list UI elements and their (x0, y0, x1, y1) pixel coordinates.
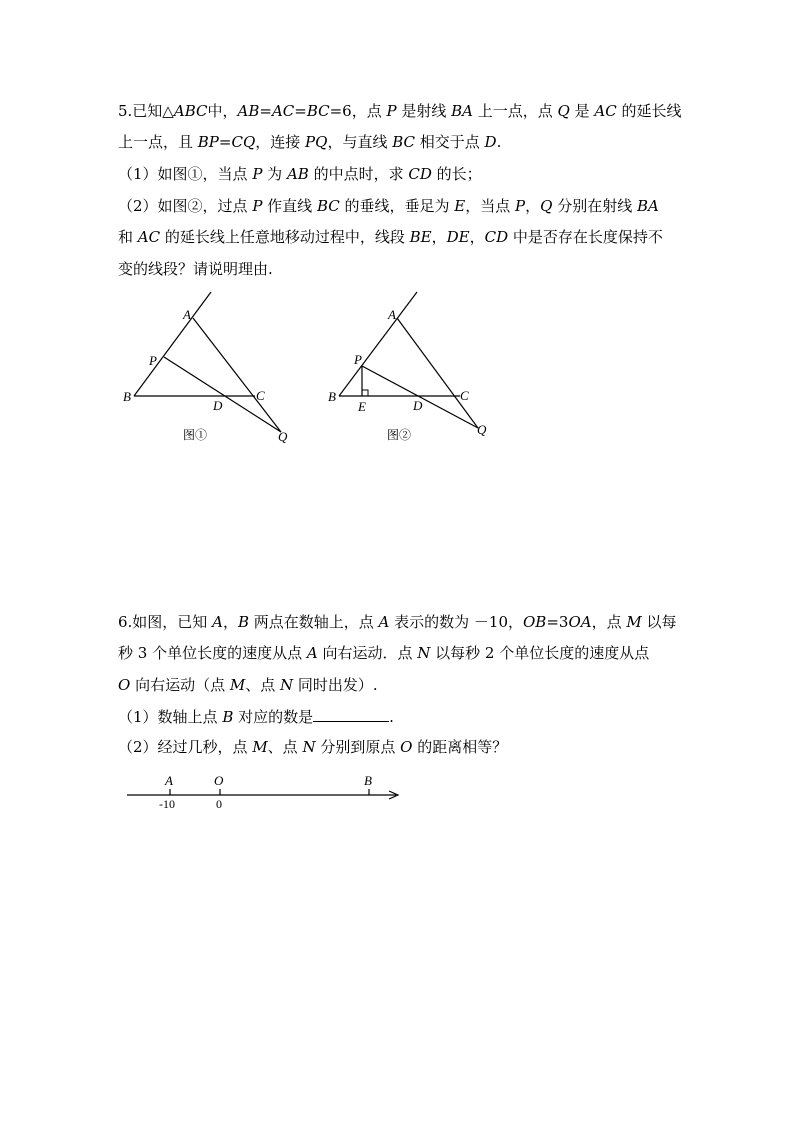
math-var: AC (594, 102, 617, 120)
math-var: AB (237, 102, 260, 120)
fig1-caption: 图① (183, 428, 208, 442)
text: = (218, 133, 232, 151)
math-var: CD (484, 228, 509, 246)
fig1-label-d: D (213, 398, 223, 413)
q6-line-2 (118, 643, 649, 663)
math-var: BE (409, 228, 432, 246)
math-var: O (400, 738, 413, 756)
math-var: P (515, 197, 526, 215)
text: =3 (546, 613, 569, 631)
point-a-label: A (165, 773, 173, 788)
math-var: BP (197, 133, 219, 151)
text: ， (525, 197, 541, 215)
text: ， (222, 613, 238, 631)
text: 表示的数为 －10， (389, 613, 523, 631)
math-var: AB (286, 165, 309, 183)
math-var: BC (316, 197, 340, 215)
text: （1）如图①，当点 (118, 165, 253, 183)
math-var: B (237, 613, 249, 631)
math-var: BA (636, 197, 659, 215)
math-var: CD (408, 165, 432, 183)
text: 作直线 (262, 197, 317, 215)
text: 5.已知△ (118, 102, 174, 120)
text: 以每秒 2 个单位长度的速度从点 (430, 644, 650, 662)
fig1-label-p: P (149, 353, 157, 368)
fig2-label-p: P (354, 352, 362, 367)
fig2-label-c: C (460, 388, 469, 403)
text: 变的线段？请说明理由. (118, 260, 273, 278)
math-var: Q (557, 102, 570, 120)
text: 6.如图，已知 (118, 613, 213, 631)
answer-blank[interactable] (313, 706, 389, 722)
math-var: BC (392, 133, 415, 151)
text: 是射线 (396, 102, 452, 120)
text: （1）数轴上点 (118, 708, 223, 726)
math-var: DE (446, 228, 470, 246)
fig2-line-aq (397, 318, 478, 428)
math-var: CQ (231, 133, 256, 151)
text: 对应的数是 (233, 708, 314, 726)
math-var: ABC (173, 102, 208, 120)
math-var: BC (306, 102, 330, 120)
math-var: A (306, 644, 318, 662)
text: ，当点 (465, 197, 516, 215)
math-var: OB (523, 613, 547, 631)
text: 上一点，点 (473, 102, 558, 120)
text: 的长； (431, 165, 482, 183)
text: 中， (207, 102, 238, 120)
math-var: P (386, 102, 397, 120)
fig2-label-d: D (413, 398, 423, 413)
fig2-label-e: E (358, 399, 366, 414)
text: . (496, 133, 502, 151)
fig1-label-q: Q (278, 429, 288, 444)
fig2-caption: 图② (387, 428, 412, 442)
math-var: BA (451, 102, 473, 120)
text: ， (469, 228, 485, 246)
math-var: A (212, 613, 223, 631)
math-var: A (378, 613, 390, 631)
text: 相交于点 (415, 133, 485, 151)
q6-line-5 (118, 737, 507, 757)
text: 和 (118, 228, 138, 246)
math-var: E (454, 197, 466, 215)
text: 以每 (641, 613, 677, 631)
text: 中是否存在长度保持不 (508, 228, 663, 246)
fig1-label-c: C (256, 388, 265, 403)
fig2-label-a: A (388, 307, 396, 322)
text: 的距离相等？ (412, 738, 508, 756)
math-var: OA (568, 613, 592, 631)
math-var: Q (540, 197, 553, 215)
point-o-value: 0 (216, 797, 222, 811)
text: 向右运动．点 (317, 644, 418, 662)
text: ，连接 (255, 133, 306, 151)
text: . (389, 708, 394, 726)
number-line-arrow (389, 791, 398, 799)
text: 的中点时，求 (308, 165, 409, 183)
text: 、点 (245, 676, 280, 694)
fig2-ray-ba (339, 292, 417, 396)
text: 的垂线，垂足为 (339, 197, 455, 215)
text: （2）如图②，过点 (118, 197, 253, 215)
text: （2）经过几秒，点 (118, 738, 253, 756)
text: = (259, 102, 272, 120)
fig1-label-a: A (183, 307, 191, 322)
text: 秒 3 个单位长度的速度从点 (118, 644, 307, 662)
text: 的延长线 (616, 102, 682, 120)
math-var: O (118, 676, 131, 694)
math-var: B (222, 708, 234, 726)
fig1-line-aq (193, 318, 281, 432)
q6-line-3 (118, 675, 378, 695)
math-var: PQ (305, 133, 328, 151)
text: 上一点，且 (118, 133, 198, 151)
text: = (294, 102, 307, 120)
q5-figures (0, 0, 794, 460)
math-var: P (252, 165, 263, 183)
text: 向右运动（点 (130, 676, 230, 694)
fig2-label-q: Q (477, 422, 487, 437)
math-var: AC (271, 102, 295, 120)
point-b-label: B (364, 773, 372, 788)
text: 分别到原点 (315, 738, 401, 756)
text: 、点 (267, 738, 303, 756)
math-var: M (229, 676, 246, 694)
math-var: N (417, 644, 431, 662)
text: ， (431, 228, 447, 246)
math-var: M (252, 738, 268, 756)
fig2-label-b: B (328, 389, 336, 404)
text: 同时出发）. (293, 676, 378, 694)
text: ，点 (591, 613, 627, 631)
q6-line-4 (118, 706, 394, 727)
text: 分别在射线 (552, 197, 637, 215)
text: 为 (262, 165, 287, 183)
point-a-value: -10 (159, 797, 175, 811)
math-var: AC (137, 228, 161, 246)
fig1-label-b: B (123, 389, 131, 404)
math-var: N (302, 738, 316, 756)
math-var: P (252, 197, 263, 215)
q6-line-1 (118, 612, 677, 632)
point-o-label: O (214, 773, 224, 788)
math-var: M (626, 613, 642, 631)
math-var: D (484, 133, 497, 151)
math-var: N (280, 676, 294, 694)
text: 两点在数轴上，点 (248, 613, 379, 631)
text: 是 (569, 102, 595, 120)
fig2-right-angle-mark (362, 390, 368, 396)
text: ，与直线 (327, 133, 393, 151)
text: 的延长线上任意地移动过程中，线段 (160, 228, 410, 246)
text: =6，点 (329, 102, 387, 120)
